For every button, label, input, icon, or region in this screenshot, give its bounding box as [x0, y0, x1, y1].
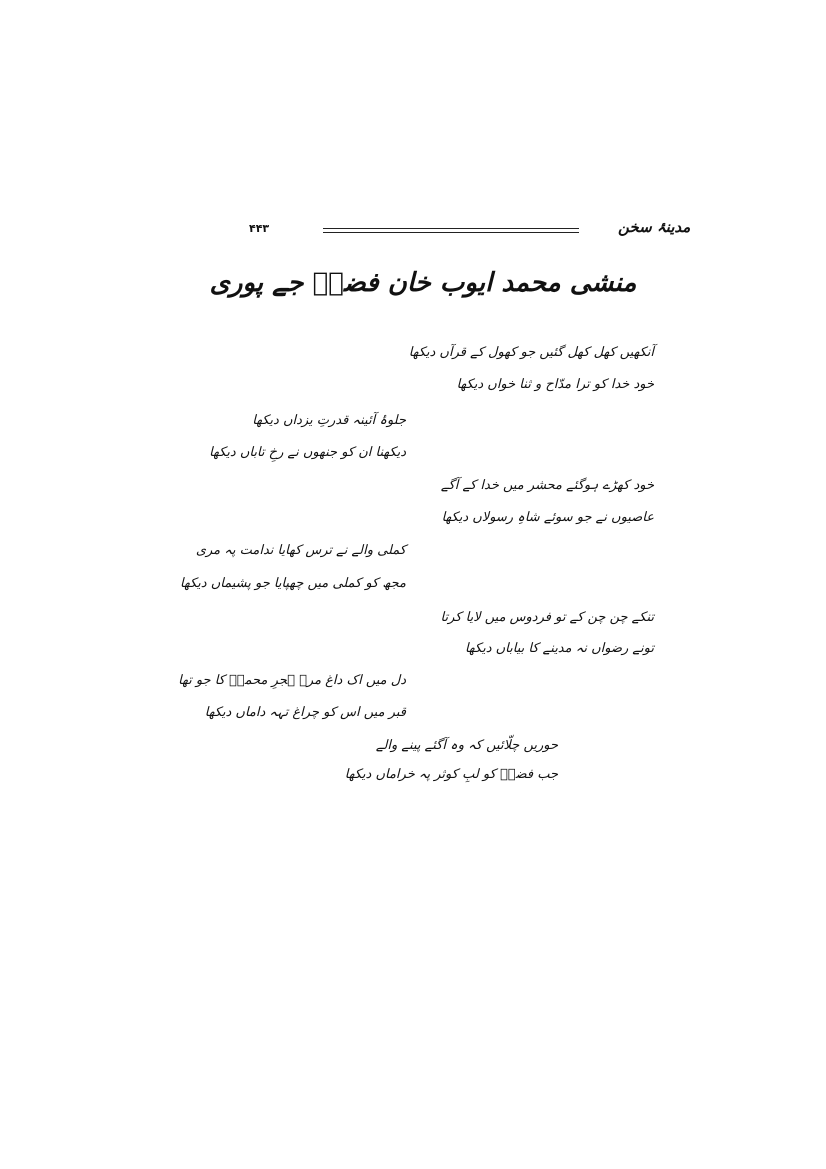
header-rule-bottom: [323, 232, 579, 233]
verse-line: حوریں چلّائیں کہ وہ آگئے پینے والے: [375, 738, 558, 753]
poet-name: منشی محمد ایوب خان فضاؔ جے پوری: [209, 268, 637, 298]
verse-line: جلوۂ آئینہ قدرتِ یزداں دیکھا: [252, 413, 406, 428]
verse-line: دل میں اک داغ مرے ہجرِ محمدؐ کا جو تھا: [178, 673, 406, 688]
book-title: مدینۂ سخن: [618, 218, 691, 236]
poet-heading: [0, 268, 826, 298]
header-rule-top: [323, 228, 579, 229]
verse-line: قبر میں اس کو چراغ تہہ داماں دیکھا: [204, 705, 406, 720]
verse-line: کملی والے نے ترس کھایا ندامت پہ مری: [195, 543, 406, 558]
verse-line: مجھ کو کملی میں چھپایا جو پشیماں دیکھا: [180, 576, 406, 591]
verse-line: جب فضاؔ کو لبِ کوثر پہ خراماں دیکھا: [344, 767, 558, 782]
running-head: [0, 218, 826, 248]
verse-line: تنکے چن چن کے تو فردوس میں لایا کرتا: [440, 610, 654, 625]
page-number: ۴۴۳: [249, 222, 270, 235]
verse-line: آنکھیں کھل کھل گئیں جو کھول کے قرآں دیکھا: [408, 345, 654, 360]
verse-line: عاصیوں نے جو سوئے شاہِ رسولاں دیکھا: [441, 510, 654, 525]
verse-line: تونے رضواں نہ مدینے کا بیاباں دیکھا: [464, 641, 654, 656]
verse-line: خود خدا کو ترا مدّاح و ثنا خواں دیکھا: [456, 377, 654, 392]
verse-line: دیکھنا ان کو جنھوں نے رخِ تاباں دیکھا: [209, 445, 406, 460]
verse-line: خود کھڑے ہوگئے محشر میں خدا کے آگے: [440, 478, 654, 493]
